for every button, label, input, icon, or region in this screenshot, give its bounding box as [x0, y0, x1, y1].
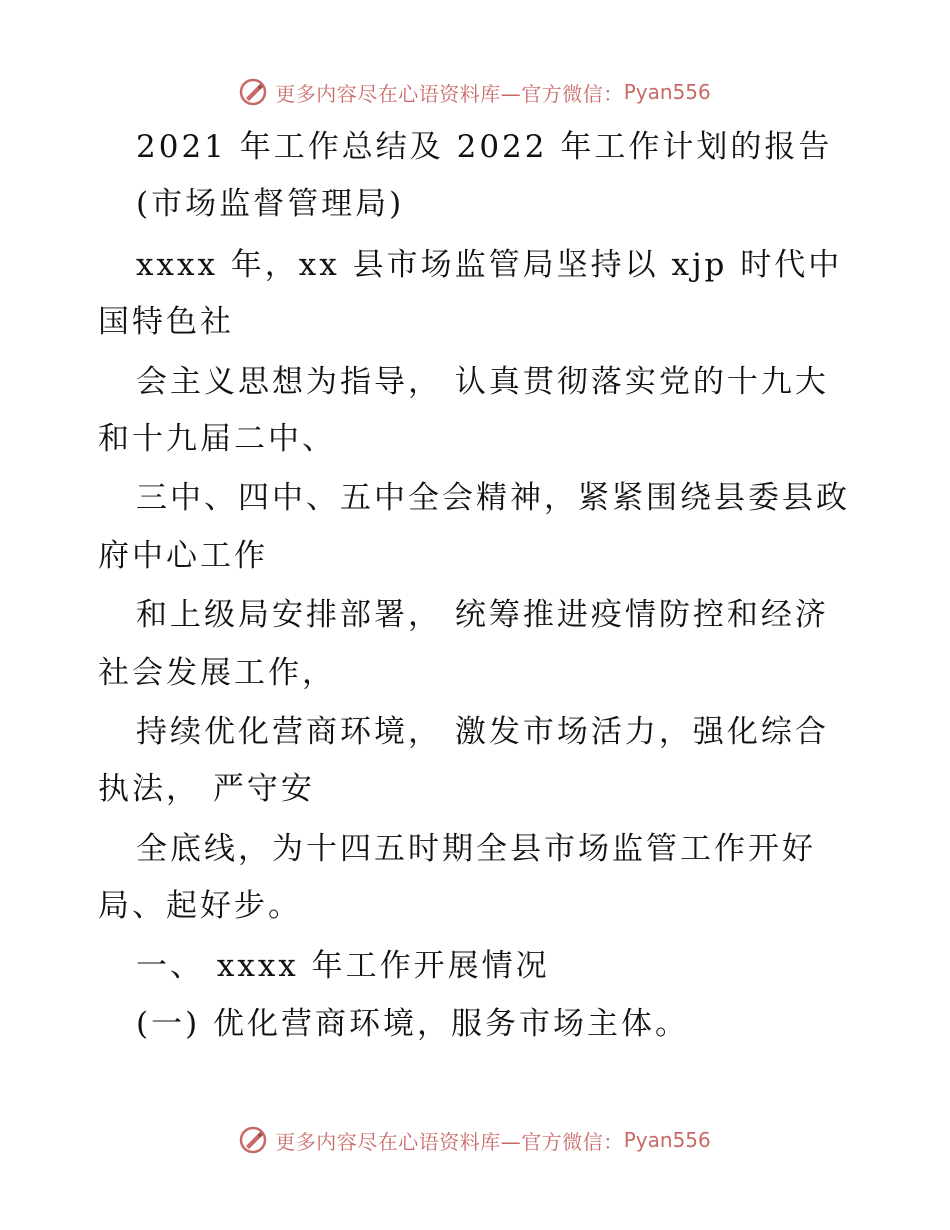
paragraph-line: xxxx 年，xx 县市场监管局坚持以 xjp 时代中	[136, 247, 843, 283]
paragraph-line: 国特色社	[98, 304, 234, 340]
paragraph-line: 府中心工作	[98, 538, 268, 574]
paragraph-line: 全底线，为十四五时期全县市场监管工作开好	[136, 831, 816, 867]
paragraph-line: 会主义思想为指导， 认真贯彻落实党的十九大	[136, 364, 829, 400]
watermark-text: 更多内容尽在心语资料库—官方微信：	[275, 1129, 624, 1154]
watermark-text: 更多内容尽在心语资料库—官方微信：	[275, 81, 624, 106]
paragraph-line: 执法， 严守安	[98, 771, 315, 807]
subsection-heading: (一) 优化营商环境，服务市场主体。	[136, 1006, 690, 1042]
document-title: 2021 年工作总结及 2022 年工作计划的报告	[136, 129, 833, 165]
pen-logo-icon	[239, 78, 267, 106]
document-subtitle: (市场监督管理局)	[136, 186, 405, 222]
paragraph-line: 局、起好步。	[98, 888, 302, 924]
section-heading: 一、 xxxx 年工作开展情况	[136, 948, 550, 984]
paragraph-line: 和十九届二中、	[98, 421, 336, 457]
paragraph-line: 持续优化营商环境， 激发市场活力，强化综合	[136, 714, 829, 750]
paragraph-line: 三中、四中、五中全会精神，紧紧围绕县委县政	[136, 480, 850, 516]
pen-logo-icon	[239, 1126, 267, 1154]
watermark-wechat-id: Pyan556	[623, 1128, 711, 1152]
watermark-wechat-id: Pyan556	[623, 80, 711, 104]
paragraph-line: 和上级局安排部署， 统筹推进疫情防控和经济	[136, 597, 829, 633]
watermark-header	[0, 72, 950, 112]
watermark-footer	[0, 1120, 950, 1160]
paragraph-line: 社会发展工作，	[98, 655, 336, 691]
